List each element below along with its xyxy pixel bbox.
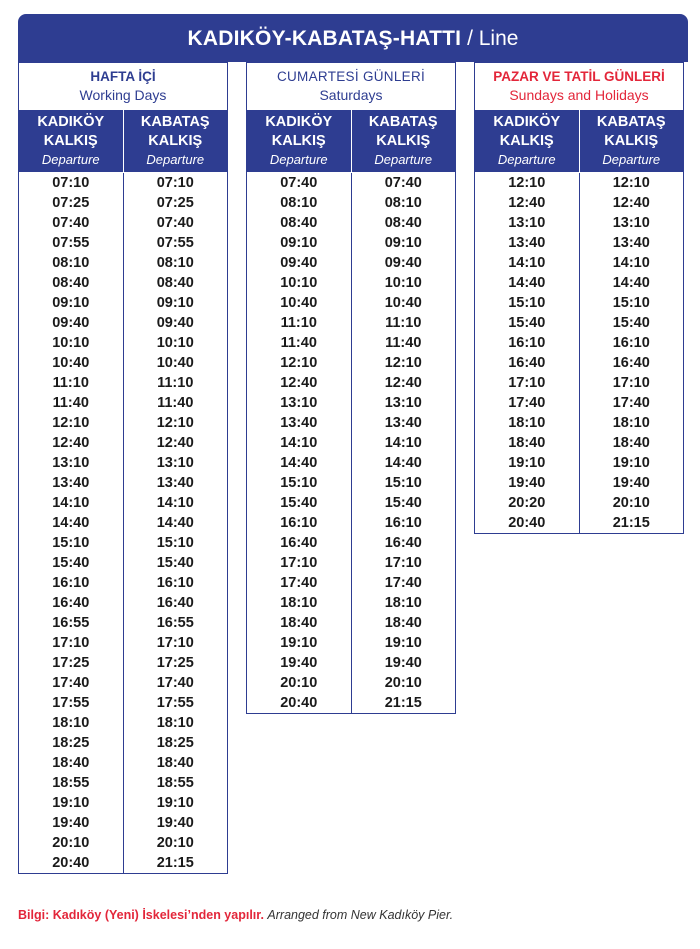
kadikoy-departure-time: 20:10 xyxy=(52,835,90,851)
kadikoy-departure-header: KADIKÖY KALKIŞ Departure xyxy=(493,114,561,167)
schedule-title-tr: PAZAR VE TATİL GÜNLERİ xyxy=(493,69,665,84)
kabatas-departure-time: 17:10 xyxy=(123,633,228,653)
departure-row xyxy=(247,333,455,353)
kabatas-departure-time: 09:40 xyxy=(351,253,456,273)
kabatas-departure-time: 15:10 xyxy=(579,293,684,313)
departure-row xyxy=(247,553,455,573)
departure-row xyxy=(19,273,227,293)
kadikoy-departure-time: 18:10 xyxy=(52,715,90,731)
kabatas-departure-time: 14:10 xyxy=(123,493,228,513)
kadikoy-departure-time: 19:10 xyxy=(52,795,90,811)
kabatas-departure-time: 18:10 xyxy=(351,593,456,613)
kadikoy-departure-time: 13:40 xyxy=(508,235,546,251)
kadikoy-departure-time: 14:40 xyxy=(508,275,546,291)
kabatas-departure-time: 18:10 xyxy=(123,713,228,733)
departure-row xyxy=(247,273,455,293)
kadikoy-departure-time: 19:40 xyxy=(508,475,546,491)
kadikoy-departure-time: 15:40 xyxy=(508,315,546,331)
kadikoy-departure-time: 18:10 xyxy=(280,595,318,611)
departure-row xyxy=(247,453,455,473)
departure-row xyxy=(19,673,227,693)
line-title-banner xyxy=(18,14,688,62)
kabatas-departure-time: 19:10 xyxy=(123,793,228,813)
line-title-suffix: / Line xyxy=(461,27,519,50)
kabatas-departure-header: KABATAŞ KALKIŞ Departure xyxy=(579,110,684,172)
departure-row xyxy=(475,313,683,333)
departure-row xyxy=(247,413,455,433)
kadikoy-departure-time: 17:10 xyxy=(280,555,318,571)
schedule-title-en: Saturdays xyxy=(319,87,383,103)
kabatas-departure-time: 07:25 xyxy=(123,193,228,213)
departure-row xyxy=(19,693,227,713)
kadikoy-departure-time: 08:10 xyxy=(52,255,90,271)
kadikoy-departure-time: 13:40 xyxy=(52,475,90,491)
kadikoy-departure-time: 09:10 xyxy=(52,295,90,311)
kabatas-departure-time: 12:10 xyxy=(123,413,228,433)
departure-row xyxy=(247,653,455,673)
kabatas-departure-time: 13:10 xyxy=(351,393,456,413)
kadikoy-departure-time: 11:40 xyxy=(280,335,317,351)
kadikoy-departure-time: 20:40 xyxy=(52,855,90,871)
kabatas-departure-time: 17:10 xyxy=(579,373,684,393)
departure-row xyxy=(19,793,227,813)
kabatas-departure-time: 13:10 xyxy=(123,453,228,473)
kabatas-departure-time: 07:40 xyxy=(351,173,456,193)
kabatas-departure-time: 13:40 xyxy=(351,413,456,433)
departure-row xyxy=(19,293,227,313)
kadikoy-departure-time: 12:40 xyxy=(508,195,546,211)
kadikoy-departure-time: 07:25 xyxy=(52,195,90,211)
kadikoy-departure-time: 16:55 xyxy=(52,615,90,631)
kabatas-departure-time: 18:40 xyxy=(123,753,228,773)
kabatas-departure-time: 16:55 xyxy=(123,613,228,633)
departure-row xyxy=(247,673,455,693)
kadikoy-departure-time: 07:40 xyxy=(52,215,90,231)
kabatas-departure-time: 16:10 xyxy=(579,333,684,353)
kadikoy-departure-time: 14:40 xyxy=(52,515,90,531)
kabatas-departure-time: 12:40 xyxy=(579,193,684,213)
kadikoy-departure-time: 07:55 xyxy=(52,235,90,251)
kabatas-departure-time: 10:40 xyxy=(123,353,228,373)
departure-row xyxy=(19,353,227,373)
kadikoy-departure-time: 17:10 xyxy=(52,635,90,651)
departure-row xyxy=(475,273,683,293)
kadikoy-departure-time: 20:20 xyxy=(508,495,546,511)
departure-row xyxy=(475,453,683,473)
kadikoy-departure-time: 08:40 xyxy=(280,215,318,231)
kabatas-departure-time: 13:10 xyxy=(579,213,684,233)
departure-row xyxy=(247,213,455,233)
departure-row xyxy=(475,293,683,313)
schedule-working-days xyxy=(18,62,228,874)
departure-row xyxy=(475,513,683,533)
kabatas-departure-time: 16:40 xyxy=(351,533,456,553)
info-note-english: Arranged from New Kadıköy Pier. xyxy=(267,908,454,922)
kabatas-departure-time: 12:10 xyxy=(351,353,456,373)
departure-row xyxy=(247,193,455,213)
kadikoy-departure-time: 15:10 xyxy=(508,295,546,311)
kadikoy-departure-time: 13:40 xyxy=(280,415,318,431)
kabatas-departure-time: 15:40 xyxy=(579,313,684,333)
departure-row xyxy=(475,333,683,353)
kadikoy-departure-time: 13:10 xyxy=(508,215,546,231)
kadikoy-departure-time: 11:10 xyxy=(52,375,89,391)
kadikoy-departure-time: 15:10 xyxy=(52,535,90,551)
kabatas-departure-time: 08:40 xyxy=(123,273,228,293)
kabatas-departure-time: 18:40 xyxy=(351,613,456,633)
kabatas-departure-time: 21:15 xyxy=(579,513,684,533)
kabatas-departure-time: 09:40 xyxy=(123,313,228,333)
kadikoy-departure-time: 08:10 xyxy=(280,195,318,211)
kabatas-departure-time: 15:40 xyxy=(351,493,456,513)
departure-row xyxy=(19,373,227,393)
kabatas-departure-time: 19:40 xyxy=(123,813,228,833)
departure-row xyxy=(247,313,455,333)
departure-row xyxy=(19,853,227,873)
departure-row xyxy=(247,573,455,593)
column-headers xyxy=(19,110,227,172)
departure-row xyxy=(475,373,683,393)
kabatas-departure-time: 10:40 xyxy=(351,293,456,313)
departure-row xyxy=(19,613,227,633)
kabatas-departure-time: 16:40 xyxy=(123,593,228,613)
schedule-title xyxy=(475,63,683,110)
line-title: KADIKÖY-KABATAŞ-HATTI xyxy=(187,27,462,50)
departure-row xyxy=(475,413,683,433)
kadikoy-departure-time: 19:10 xyxy=(508,455,546,471)
kabatas-departure-time: 07:40 xyxy=(123,213,228,233)
departure-row xyxy=(475,433,683,453)
info-note-label: Bilgi: Kadıköy (Yeni) İskelesi’nden yapılır. xyxy=(18,908,264,922)
kadikoy-departure-time: 20:10 xyxy=(280,675,318,691)
kabatas-departure-time: 17:40 xyxy=(351,573,456,593)
departure-rows xyxy=(19,173,227,873)
kadikoy-departure-time: 19:40 xyxy=(280,655,318,671)
kadikoy-departure-time: 14:10 xyxy=(508,255,546,271)
departure-row xyxy=(19,313,227,333)
departure-row xyxy=(247,173,455,193)
kabatas-departure-time: 11:40 xyxy=(123,393,228,413)
kadikoy-departure-time: 19:10 xyxy=(280,635,318,651)
kadikoy-departure-time: 13:10 xyxy=(280,395,318,411)
kabatas-departure-time: 19:40 xyxy=(351,653,456,673)
kadikoy-departure-time: 11:10 xyxy=(280,315,317,331)
kadikoy-departure-time: 09:40 xyxy=(280,255,318,271)
departure-row xyxy=(247,613,455,633)
kadikoy-departure-time: 18:55 xyxy=(52,775,90,791)
kadikoy-departure-time: 15:40 xyxy=(52,555,90,571)
kadikoy-departure-time: 10:10 xyxy=(52,335,90,351)
kabatas-departure-time: 08:10 xyxy=(123,253,228,273)
kabatas-departure-time: 14:40 xyxy=(351,453,456,473)
kabatas-departure-time: 16:40 xyxy=(579,353,684,373)
info-note xyxy=(18,906,453,925)
schedule-title-tr: CUMARTESİ GÜNLERİ xyxy=(276,69,426,84)
departure-row xyxy=(475,493,683,513)
kabatas-departure-time: 14:10 xyxy=(351,433,456,453)
kabatas-departure-time: 10:10 xyxy=(123,333,228,353)
departure-row xyxy=(19,453,227,473)
departure-row xyxy=(19,533,227,553)
kadikoy-departure-time: 16:40 xyxy=(52,595,90,611)
kadikoy-departure-time: 10:40 xyxy=(52,355,90,371)
departure-row xyxy=(247,533,455,553)
departure-row xyxy=(247,473,455,493)
kabatas-departure-time: 20:10 xyxy=(351,673,456,693)
kadikoy-departure-time: 18:40 xyxy=(280,615,318,631)
departure-row xyxy=(475,393,683,413)
kadikoy-departure-time: 14:10 xyxy=(280,435,318,451)
kadikoy-departure-time: 09:40 xyxy=(52,315,90,331)
departure-row xyxy=(19,813,227,833)
kabatas-departure-time: 11:40 xyxy=(351,333,456,353)
kadikoy-departure-time: 17:40 xyxy=(280,575,318,591)
departure-row xyxy=(19,833,227,853)
departure-row xyxy=(475,213,683,233)
kabatas-departure-header: KABATAŞ KALKIŞ Departure xyxy=(351,110,456,172)
kabatas-departure-time: 19:10 xyxy=(351,633,456,653)
departure-row xyxy=(19,553,227,573)
kabatas-departure-time: 09:10 xyxy=(351,233,456,253)
kabatas-departure-time: 17:40 xyxy=(579,393,684,413)
kadikoy-departure-time: 18:40 xyxy=(508,435,546,451)
kabatas-departure-time: 17:10 xyxy=(351,553,456,573)
schedule-title xyxy=(247,63,455,110)
kadikoy-departure-time: 16:10 xyxy=(280,515,318,531)
kadikoy-departure-time: 15:40 xyxy=(280,495,318,511)
kabatas-departure-time: 14:40 xyxy=(579,273,684,293)
departure-row xyxy=(19,713,227,733)
kabatas-departure-time: 18:25 xyxy=(123,733,228,753)
departure-row xyxy=(19,413,227,433)
kadikoy-departure-time: 17:55 xyxy=(52,695,90,711)
departure-row xyxy=(19,253,227,273)
kabatas-departure-time: 18:55 xyxy=(123,773,228,793)
kabatas-departure-time: 10:10 xyxy=(351,273,456,293)
kabatas-departure-time: 14:10 xyxy=(579,253,684,273)
departure-row xyxy=(247,513,455,533)
kadikoy-departure-time: 10:10 xyxy=(280,275,318,291)
kadikoy-departure-time: 15:10 xyxy=(280,475,318,491)
kabatas-departure-time: 07:55 xyxy=(123,233,228,253)
kadikoy-departure-time: 12:40 xyxy=(52,435,90,451)
departure-row xyxy=(19,233,227,253)
kadikoy-departure-time: 17:40 xyxy=(52,675,90,691)
column-headers xyxy=(247,110,455,172)
departure-row xyxy=(19,733,227,753)
kadikoy-departure-time: 18:10 xyxy=(508,415,546,431)
schedule-title-en: Sundays and Holidays xyxy=(509,87,649,103)
kabatas-departure-time: 15:10 xyxy=(123,533,228,553)
departure-row xyxy=(247,633,455,653)
kadikoy-departure-time: 09:10 xyxy=(280,235,318,251)
kadikoy-departure-time: 20:40 xyxy=(508,515,546,531)
departure-row xyxy=(19,493,227,513)
kabatas-departure-time: 20:10 xyxy=(123,833,228,853)
kabatas-departure-time: 11:10 xyxy=(351,313,456,333)
kabatas-departure-time: 21:15 xyxy=(351,693,456,713)
kadikoy-departure-time: 16:40 xyxy=(280,535,318,551)
schedule-title xyxy=(19,63,227,110)
kadikoy-departure-time: 11:40 xyxy=(52,395,89,411)
kabatas-departure-time: 12:10 xyxy=(579,173,684,193)
kabatas-departure-time: 08:40 xyxy=(351,213,456,233)
kabatas-departure-time: 18:40 xyxy=(579,433,684,453)
kabatas-departure-time: 17:25 xyxy=(123,653,228,673)
kabatas-departure-time: 11:10 xyxy=(123,373,228,393)
kabatas-departure-time: 12:40 xyxy=(123,433,228,453)
kadikoy-departure-header: KADIKÖY KALKIŞ Departure xyxy=(265,114,333,167)
departure-row xyxy=(19,513,227,533)
kadikoy-departure-time: 20:40 xyxy=(280,695,318,711)
departure-rows xyxy=(475,173,683,533)
kadikoy-departure-time: 16:40 xyxy=(508,355,546,371)
kadikoy-departure-header: KADIKÖY KALKIŞ Departure xyxy=(37,114,105,167)
kabatas-departure-time: 19:10 xyxy=(579,453,684,473)
departure-row xyxy=(19,773,227,793)
departure-row xyxy=(19,473,227,493)
kadikoy-departure-time: 08:40 xyxy=(52,275,90,291)
kabatas-departure-time: 21:15 xyxy=(123,853,228,873)
departure-row xyxy=(247,593,455,613)
kabatas-departure-time: 17:40 xyxy=(123,673,228,693)
kabatas-departure-time: 17:55 xyxy=(123,693,228,713)
departure-row xyxy=(247,493,455,513)
kadikoy-departure-time: 19:40 xyxy=(52,815,90,831)
departure-row xyxy=(475,253,683,273)
departure-row xyxy=(19,193,227,213)
kadikoy-departure-time: 07:40 xyxy=(280,175,318,191)
kabatas-departure-time: 13:40 xyxy=(579,233,684,253)
kadikoy-departure-time: 16:10 xyxy=(52,575,90,591)
departure-row xyxy=(475,193,683,213)
kadikoy-departure-time: 12:10 xyxy=(508,175,546,191)
kabatas-departure-time: 19:40 xyxy=(579,473,684,493)
kadikoy-departure-time: 07:10 xyxy=(52,175,90,191)
kabatas-departure-time: 15:10 xyxy=(351,473,456,493)
kadikoy-departure-time: 18:25 xyxy=(52,735,90,751)
departure-row xyxy=(19,573,227,593)
departure-row xyxy=(19,173,227,193)
kadikoy-departure-time: 10:40 xyxy=(280,295,318,311)
kabatas-departure-time: 15:40 xyxy=(123,553,228,573)
departure-row xyxy=(247,373,455,393)
departure-row xyxy=(247,293,455,313)
departure-row xyxy=(19,653,227,673)
column-headers xyxy=(475,110,683,172)
kadikoy-departure-time: 12:10 xyxy=(280,355,318,371)
kabatas-departure-header: KABATAŞ KALKIŞ Departure xyxy=(123,110,228,172)
departure-row xyxy=(247,433,455,453)
departure-row xyxy=(19,593,227,613)
kabatas-departure-time: 13:40 xyxy=(123,473,228,493)
departure-row xyxy=(247,693,455,713)
kadikoy-departure-time: 18:40 xyxy=(52,755,90,771)
kabatas-departure-time: 12:40 xyxy=(351,373,456,393)
kadikoy-departure-time: 14:10 xyxy=(52,495,90,511)
schedule-title-tr: HAFTA İÇİ xyxy=(90,69,156,84)
kabatas-departure-time: 20:10 xyxy=(579,493,684,513)
kadikoy-departure-time: 17:25 xyxy=(52,655,90,671)
schedule-sundays-holidays xyxy=(474,62,684,534)
kadikoy-departure-time: 14:40 xyxy=(280,455,318,471)
kabatas-departure-time: 09:10 xyxy=(123,293,228,313)
kadikoy-departure-time: 17:10 xyxy=(508,375,546,391)
kadikoy-departure-time: 12:40 xyxy=(280,375,318,391)
departure-row xyxy=(19,333,227,353)
departure-row xyxy=(475,173,683,193)
departure-row xyxy=(19,753,227,773)
kabatas-departure-time: 07:10 xyxy=(123,173,228,193)
departure-row xyxy=(475,473,683,493)
schedule-title-en: Working Days xyxy=(79,87,167,103)
kadikoy-departure-time: 13:10 xyxy=(52,455,90,471)
departure-row xyxy=(19,633,227,653)
kabatas-departure-time: 18:10 xyxy=(579,413,684,433)
departure-row xyxy=(247,233,455,253)
departure-rows xyxy=(247,173,455,713)
kabatas-departure-time: 16:10 xyxy=(123,573,228,593)
departure-row xyxy=(475,233,683,253)
kabatas-departure-time: 14:40 xyxy=(123,513,228,533)
departure-row xyxy=(19,433,227,453)
kadikoy-departure-time: 16:10 xyxy=(508,335,546,351)
kabatas-departure-time: 08:10 xyxy=(351,193,456,213)
departure-row xyxy=(247,393,455,413)
departure-row xyxy=(247,253,455,273)
departure-row xyxy=(19,213,227,233)
schedule-saturdays xyxy=(246,62,456,714)
kadikoy-departure-time: 17:40 xyxy=(508,395,546,411)
departure-row xyxy=(247,353,455,373)
kadikoy-departure-time: 12:10 xyxy=(52,415,90,431)
departure-row xyxy=(475,353,683,373)
departure-row xyxy=(19,393,227,413)
kabatas-departure-time: 16:10 xyxy=(351,513,456,533)
